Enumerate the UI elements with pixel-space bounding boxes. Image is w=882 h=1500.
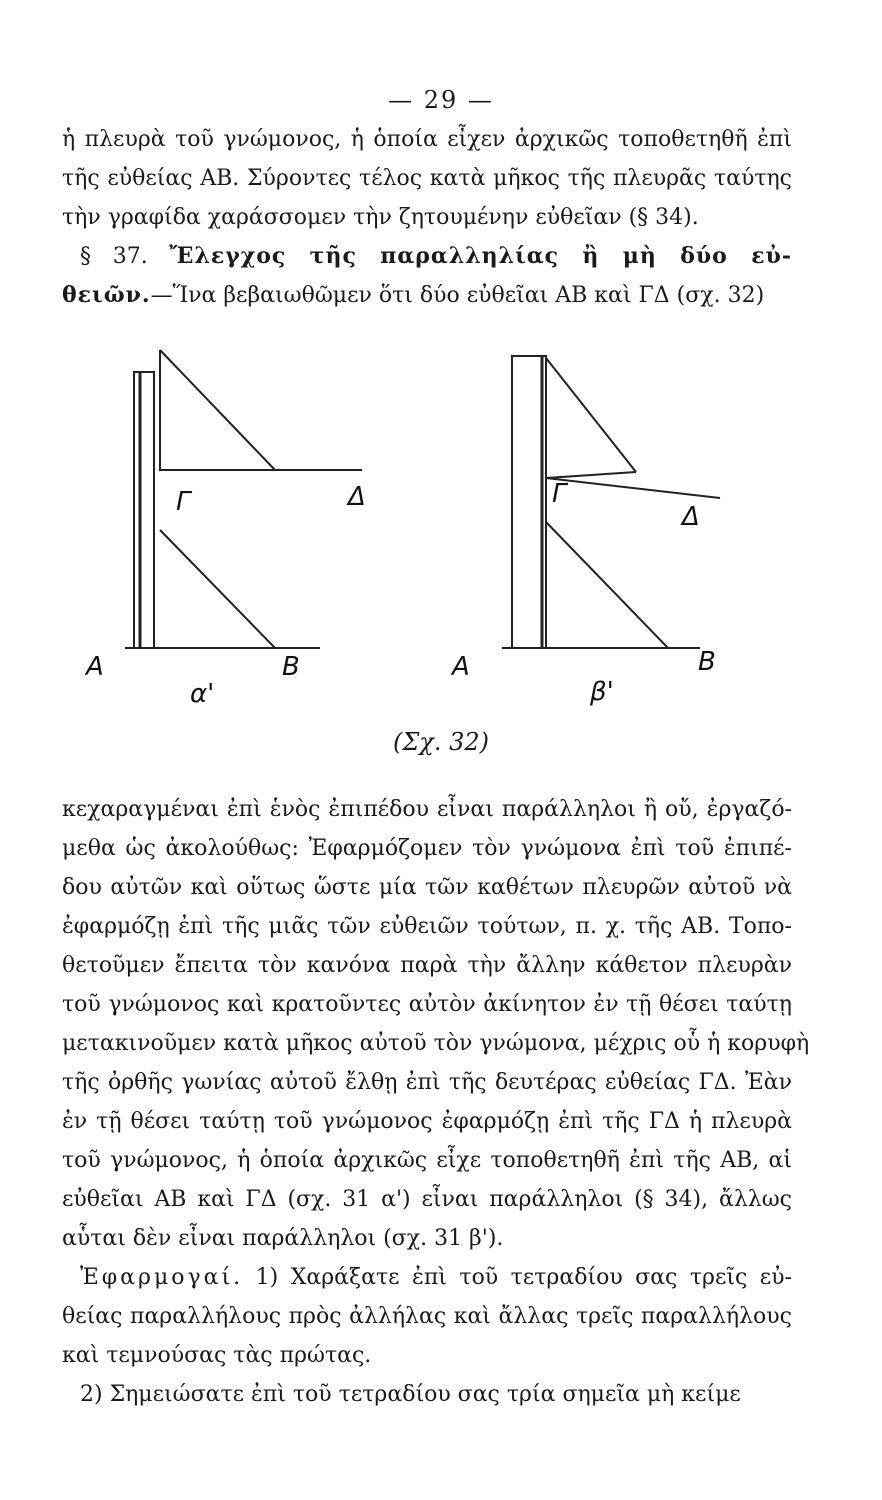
set-square-a-lower-hyp [160,530,275,648]
text-line: κεχαραγμέναι ἐπὶ ἑνὸς ἐπιπέδου εἶναι παράλληλοι ἢ οὔ, ἐργαζό- [62,797,792,822]
text-line: καὶ τεμνούσας τὰς πρώτας. [62,1343,372,1368]
text-line: αὗται δὲν εἶναι παράλληλοι (σχ. 31 β'). [62,1226,504,1251]
text-line: ἡ πλευρὰ τοῦ γνώμονος, ἡ ὁποία εἶχεν ἀρχικῶς τοποθετηθῆ ἐπὶ [62,127,792,152]
figure-a [125,350,362,648]
text-line: μεθα ὡς ἀκολούθως: Ἐφαρμόζομεν τὸν γνώμονα ἐπὶ τοῦ ἐπιπέ- [62,836,792,861]
figure-32 [86,330,790,720]
text-line: τοῦ γνώμονος καὶ κρατοῦντες αὐτὸν ἀκίνητον ἐν τῇ θέσει ταύτῃ [62,992,792,1017]
text-line: 2) Σημειώσατε ἐπὶ τοῦ τετραδίου σας τρία σημεῖα μὴ κείμε [80,1382,741,1407]
label-delta-b: Δ [682,502,700,532]
text-line: ἐφαρμόζῃ ἐπὶ τῆς μιᾶς τῶν εὐθειῶν τούτων, π. χ. τῆς ΑΒ. Τοπο- [62,914,792,939]
label-delta-a: Δ [348,482,366,512]
text-line: μετακινοῦμεν κατὰ μῆκος αὐτοῦ τὸν γνώμονα, μέχρις οὗ ἡ κορυφὴ [62,1031,810,1056]
applications-line [62,1258,792,1297]
line-gd-b [546,478,720,498]
text-line [62,276,792,315]
section-text: —Ἵνα βεβαιωθῶμεν ὅτι δύο εὐθεῖαι ΑΒ καὶ ΓΔ (σχ. 32) [150,283,765,308]
text-line: δου αὐτῶν καὶ οὕτως ὥστε μία τῶν καθέτων πλευρῶν αὐτοῦ νὰ [62,875,792,900]
text-line: τῆς ὀρθῆς γωνίας αὐτοῦ ἔλθῃ ἐπὶ τῆς δευτέρας εὐθείας ΓΔ. Ἐὰν [62,1070,792,1095]
top-paragraph [62,120,792,315]
ruler-a [134,372,154,648]
text-line: τῆς εὐθείας ΑΒ. Σύροντες τέλος κατὰ μῆκος τῆς πλευρᾶς ταύτης [62,166,792,191]
applications-label: Ἐφαρμογαί. [80,1265,244,1290]
text-line: τὴν γραφίδα χαράσσομεν τὴν ζητουμένην εὐθεῖαν (§ 34). [62,205,699,230]
set-square-a-upper-hyp [160,350,275,470]
label-beta-a: Β [282,652,300,682]
label-alpha-b: Α [452,652,470,682]
page-number: — 29 — [388,86,494,114]
text-line: ἐν τῇ θέσει ταύτῃ τοῦ γνώμονος ἐφαρμόζῃ ἐπὶ τῆς ΓΔ ἡ πλευρὰ [62,1109,792,1134]
figure-caption: (Σχ. 32) [392,728,490,756]
section-title-end: θειῶν. [62,282,151,308]
section-heading-line [62,237,792,276]
set-square-b-lower-hyp [546,522,668,648]
label-sub-b: β' [590,677,614,707]
main-paragraph [62,790,810,1414]
label-gamma-a: Γ [176,487,191,517]
section-title: Ἔλεγχος τῆς παραλληλίας ἢ μὴ δύο εὐ- [169,243,792,269]
text-line: θετοῦμεν ἔπειτα τὸν κανόνα παρὰ τὴν ἄλλην κάθετον πλευρὰν [62,953,792,978]
label-alpha-a: Α [86,652,104,682]
label-sub-a: α' [190,679,215,709]
text-line: θείας παραλλήλους πρὸς ἀλλήλας καὶ ἄλλας τρεῖς παραλλήλους [62,1304,792,1329]
label-gamma-b: Γ [552,479,567,509]
section-number: § 37. [80,244,148,269]
set-square-b-upper-hyp [546,358,636,472]
text-line: τοῦ γνώμονος, ἡ ὁποία ἀρχικῶς εἶχε τοποθετηθῆ ἐπὶ τῆς ΑΒ, αἱ [62,1148,792,1173]
text-line: εὐθεῖαι ΑΒ καὶ ΓΔ (σχ. 31 α') εἶναι παράλληλοι (§ 34), ἄλλως [62,1187,792,1212]
applications-text: 1) Χαράξατε ἐπὶ τοῦ τετραδίου σας τρεῖς εὐ- [243,1265,792,1290]
label-beta-b: Β [698,647,716,677]
